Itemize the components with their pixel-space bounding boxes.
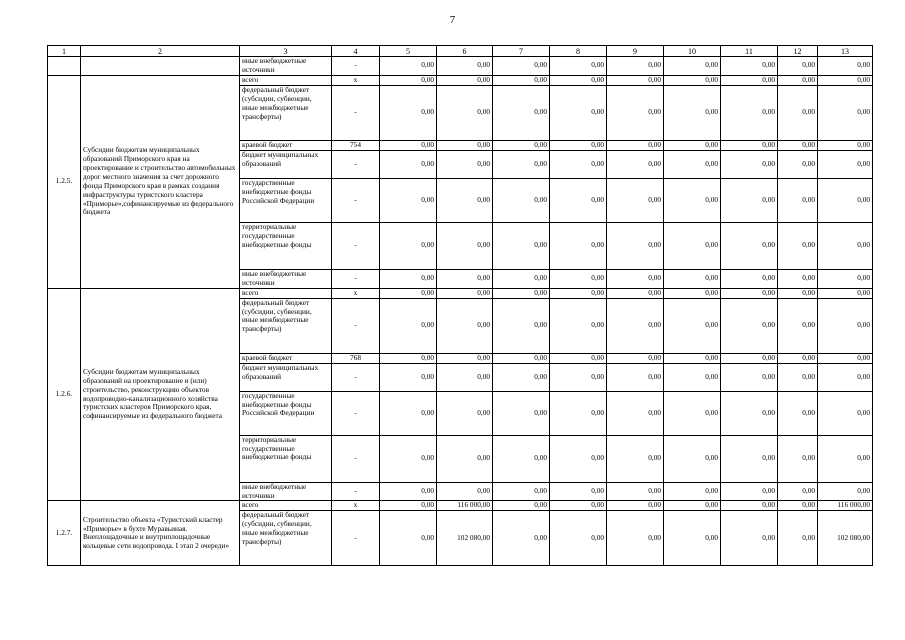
value-cell: 0,00 — [437, 288, 493, 298]
value-cell: 0,00 — [607, 178, 664, 222]
value-cell: 0,00 — [778, 501, 818, 511]
value-cell: 0,00 — [493, 501, 550, 511]
value-cell: 0,00 — [818, 298, 873, 353]
value-cell: 0,00 — [493, 511, 550, 566]
value-cell: 0,00 — [778, 298, 818, 353]
value-cell: 0,00 — [818, 391, 873, 435]
value-cell: 0,00 — [380, 150, 437, 178]
value-cell: 0,00 — [818, 178, 873, 222]
value-cell: 0,00 — [818, 363, 873, 391]
value-cell: 0,00 — [607, 85, 664, 140]
column-number-row — [48, 46, 873, 57]
value-cell: 0,00 — [493, 353, 550, 363]
value-cell: 0,00 — [607, 222, 664, 269]
value-cell: 0,00 — [778, 150, 818, 178]
value-cell: 0,00 — [437, 222, 493, 269]
value-cell: 0,00 — [721, 353, 778, 363]
value-cell: 0,00 — [607, 435, 664, 482]
value-cell: 0,00 — [818, 85, 873, 140]
value-cell: 0,00 — [380, 57, 437, 76]
funding-source: государственные внебюджетные фонды Российской Федерации — [240, 391, 332, 435]
value-cell: 0,00 — [550, 140, 607, 150]
value-cell: 102 080,00 — [437, 511, 493, 566]
value-cell: 0,00 — [380, 140, 437, 150]
value-cell: 0,00 — [380, 75, 437, 85]
funding-source: иные внебюджетные источники — [240, 57, 332, 76]
value-cell: 0,00 — [493, 391, 550, 435]
value-cell: 0,00 — [818, 288, 873, 298]
value-cell: 0,00 — [664, 85, 721, 140]
value-cell: 116 000,00 — [818, 501, 873, 511]
value-cell: 0,00 — [493, 150, 550, 178]
budget-code: - — [332, 178, 380, 222]
value-cell: 0,00 — [493, 363, 550, 391]
column-header: 12 — [778, 46, 818, 57]
value-cell: 0,00 — [493, 482, 550, 501]
value-cell: 0,00 — [550, 298, 607, 353]
funding-source: территориальные государственные внебюджетные фонды — [240, 222, 332, 269]
value-cell: 0,00 — [437, 482, 493, 501]
value-cell: 116 000,00 — [437, 501, 493, 511]
value-cell: 0,00 — [550, 222, 607, 269]
budget-code: - — [332, 435, 380, 482]
value-cell: 0,00 — [380, 269, 437, 288]
column-header: 3 — [240, 46, 332, 57]
value-cell: 0,00 — [818, 222, 873, 269]
value-cell: 0,00 — [437, 75, 493, 85]
value-cell: 0,00 — [437, 298, 493, 353]
value-cell: 0,00 — [818, 140, 873, 150]
value-cell: 0,00 — [664, 363, 721, 391]
value-cell: 0,00 — [778, 391, 818, 435]
column-header: 11 — [721, 46, 778, 57]
column-header: 5 — [380, 46, 437, 57]
value-cell: 0,00 — [437, 269, 493, 288]
budget-code: - — [332, 391, 380, 435]
value-cell: 0,00 — [818, 353, 873, 363]
value-cell: 0,00 — [721, 511, 778, 566]
budget-code: x — [332, 75, 380, 85]
item-name: Строительство объекта «Туристский кластер «Приморье» в бухте Муравьиная. Внеплощадочные и внутриплощадочные кольцевые сети водопровода. I этап 2 очереди» — [81, 501, 240, 566]
value-cell: 0,00 — [721, 57, 778, 76]
value-cell: 0,00 — [607, 353, 664, 363]
column-header: 13 — [818, 46, 873, 57]
item-code: 1.2.6. — [48, 288, 81, 501]
value-cell: 0,00 — [664, 269, 721, 288]
value-cell: 0,00 — [493, 435, 550, 482]
funding-source: краевой бюджет — [240, 140, 332, 150]
value-cell: 0,00 — [550, 435, 607, 482]
funding-source: иные внебюджетные источники — [240, 482, 332, 501]
budget-code: - — [332, 298, 380, 353]
value-cell: 0,00 — [493, 298, 550, 353]
budget-code: 768 — [332, 353, 380, 363]
column-header: 8 — [550, 46, 607, 57]
value-cell: 0,00 — [550, 501, 607, 511]
value-cell: 0,00 — [721, 482, 778, 501]
value-cell: 0,00 — [664, 140, 721, 150]
column-header: 1 — [48, 46, 81, 57]
value-cell: 0,00 — [664, 178, 721, 222]
value-cell: 0,00 — [778, 482, 818, 501]
value-cell: 0,00 — [778, 75, 818, 85]
value-cell: 0,00 — [607, 298, 664, 353]
value-cell: 0,00 — [818, 150, 873, 178]
value-cell: 0,00 — [664, 288, 721, 298]
funding-source: всего — [240, 501, 332, 511]
value-cell: 0,00 — [721, 140, 778, 150]
value-cell: 0,00 — [550, 269, 607, 288]
funding-source: федеральный бюджет (субсидии, субвенции, иные межбюджетные трансферты) — [240, 85, 332, 140]
value-cell: 0,00 — [493, 288, 550, 298]
value-cell: 0,00 — [380, 501, 437, 511]
funding-source: федеральный бюджет (субсидии, субвенции, иные межбюджетные трансферты) — [240, 298, 332, 353]
budget-code: - — [332, 150, 380, 178]
value-cell: 0,00 — [493, 178, 550, 222]
value-cell: 0,00 — [607, 57, 664, 76]
column-header: 6 — [437, 46, 493, 57]
budget-table — [47, 45, 873, 566]
funding-source: государственные внебюджетные фонды Российской Федерации — [240, 178, 332, 222]
value-cell: 0,00 — [550, 150, 607, 178]
column-header: 4 — [332, 46, 380, 57]
value-cell: 0,00 — [778, 511, 818, 566]
value-cell: 0,00 — [721, 391, 778, 435]
value-cell: 0,00 — [818, 269, 873, 288]
value-cell: 0,00 — [493, 222, 550, 269]
value-cell: 0,00 — [721, 222, 778, 269]
item-code: 1.2.5. — [48, 75, 81, 288]
page-number: 7 — [449, 14, 456, 26]
funding-source: иные внебюджетные источники — [240, 269, 332, 288]
value-cell: 0,00 — [380, 85, 437, 140]
table-row — [48, 288, 873, 298]
value-cell: 0,00 — [721, 501, 778, 511]
value-cell: 0,00 — [493, 140, 550, 150]
value-cell: 0,00 — [778, 222, 818, 269]
value-cell: 0,00 — [607, 75, 664, 85]
table-row — [48, 75, 873, 85]
value-cell: 102 080,00 — [818, 511, 873, 566]
value-cell: 0,00 — [721, 288, 778, 298]
value-cell: 0,00 — [437, 353, 493, 363]
value-cell: 0,00 — [664, 150, 721, 178]
sections-body — [48, 75, 873, 566]
value-cell: 0,00 — [380, 222, 437, 269]
table-row — [48, 57, 873, 76]
column-header: 9 — [607, 46, 664, 57]
value-cell: 0,00 — [778, 178, 818, 222]
value-cell: 0,00 — [607, 140, 664, 150]
value-cell: 0,00 — [607, 288, 664, 298]
funding-source: всего — [240, 75, 332, 85]
value-cell: 0,00 — [437, 435, 493, 482]
value-cell: 0,00 — [664, 298, 721, 353]
value-cell: 0,00 — [437, 140, 493, 150]
funding-source: федеральный бюджет (субсидии, субвенции, иные межбюджетные трансферты) — [240, 511, 332, 566]
value-cell: 0,00 — [550, 363, 607, 391]
budget-code: 754 — [332, 140, 380, 150]
value-cell: 0,00 — [664, 482, 721, 501]
funding-source: краевой бюджет — [240, 353, 332, 363]
value-cell: 0,00 — [607, 482, 664, 501]
value-cell: 0,00 — [721, 269, 778, 288]
value-cell: 0,00 — [550, 482, 607, 501]
value-cell: 0,00 — [664, 353, 721, 363]
value-cell: 0,00 — [550, 353, 607, 363]
budget-code: x — [332, 288, 380, 298]
value-cell: 0,00 — [721, 150, 778, 178]
value-cell: 0,00 — [778, 435, 818, 482]
value-cell: 0,00 — [437, 85, 493, 140]
item-code: 1.2.7. — [48, 501, 81, 566]
value-cell: 0,00 — [380, 511, 437, 566]
value-cell: 0,00 — [778, 353, 818, 363]
value-cell: 0,00 — [721, 435, 778, 482]
value-cell: 0,00 — [721, 363, 778, 391]
value-cell: 0,00 — [380, 353, 437, 363]
budget-code: - — [332, 482, 380, 501]
value-cell: 0,00 — [664, 511, 721, 566]
budget-code: - — [332, 363, 380, 391]
value-cell: 0,00 — [607, 269, 664, 288]
value-cell: 0,00 — [550, 178, 607, 222]
value-cell: 0,00 — [664, 501, 721, 511]
column-header: 2 — [81, 46, 240, 57]
value-cell: 0,00 — [778, 288, 818, 298]
value-cell: 0,00 — [607, 391, 664, 435]
item-name: Субсидии бюджетам муниципальных образований Приморского края на проектирование и строительство автомобильных дорог местного значения за счет дорожного фонда Приморского края в рамках создания инфраструктуры туристского кластера «Приморье»,софинансируемые из федерального бюджета — [81, 75, 240, 288]
funding-source: всего — [240, 288, 332, 298]
value-cell: 0,00 — [380, 391, 437, 435]
budget-code: x — [332, 501, 380, 511]
value-cell: 0,00 — [778, 363, 818, 391]
funding-source: бюджет муниципальных образований — [240, 150, 332, 178]
value-cell: 0,00 — [818, 435, 873, 482]
value-cell: 0,00 — [607, 150, 664, 178]
value-cell: 0,00 — [550, 391, 607, 435]
value-cell: 0,00 — [493, 57, 550, 76]
value-cell: 0,00 — [607, 501, 664, 511]
value-cell: 0,00 — [721, 85, 778, 140]
value-cell: 0,00 — [380, 288, 437, 298]
value-cell: 0,00 — [818, 75, 873, 85]
value-cell: 0,00 — [607, 363, 664, 391]
value-cell: 0,00 — [550, 75, 607, 85]
value-cell: 0,00 — [380, 482, 437, 501]
funding-source: бюджет муниципальных образований — [240, 363, 332, 391]
value-cell: 0,00 — [778, 140, 818, 150]
item-code-cell — [48, 57, 81, 76]
value-cell: 0,00 — [380, 435, 437, 482]
value-cell: 0,00 — [607, 511, 664, 566]
value-cell: 0,00 — [550, 511, 607, 566]
value-cell: 0,00 — [818, 482, 873, 501]
value-cell: 0,00 — [437, 391, 493, 435]
value-cell: 0,00 — [721, 178, 778, 222]
value-cell: 0,00 — [380, 363, 437, 391]
value-cell: 0,00 — [721, 75, 778, 85]
budget-code: - — [332, 269, 380, 288]
value-cell: 0,00 — [493, 269, 550, 288]
value-cell: 0,00 — [437, 178, 493, 222]
value-cell: 0,00 — [550, 288, 607, 298]
value-cell: 0,00 — [664, 435, 721, 482]
value-cell: 0,00 — [664, 75, 721, 85]
value-cell: 0,00 — [437, 363, 493, 391]
value-cell: 0,00 — [721, 298, 778, 353]
budget-code: - — [332, 511, 380, 566]
column-header: 7 — [493, 46, 550, 57]
value-cell: 0,00 — [778, 57, 818, 76]
budget-code: - — [332, 57, 380, 76]
value-cell: 0,00 — [380, 298, 437, 353]
value-cell: 0,00 — [778, 85, 818, 140]
value-cell: 0,00 — [493, 75, 550, 85]
value-cell: 0,00 — [778, 269, 818, 288]
value-cell: 0,00 — [818, 57, 873, 76]
value-cell: 0,00 — [493, 85, 550, 140]
budget-code: - — [332, 222, 380, 269]
funding-source: территориальные государственные внебюджетные фонды — [240, 435, 332, 482]
table-row — [48, 501, 873, 511]
budget-code: - — [332, 85, 380, 140]
item-name: Субсидии бюджетам муниципальных образований на проектирование и (или) строительство, реконструкцию объектов водопроводно-канализационного хозяйства туристских кластеров Приморского края, софинансируемые из федерального бюджета — [81, 288, 240, 501]
value-cell: 0,00 — [550, 57, 607, 76]
value-cell: 0,00 — [437, 57, 493, 76]
value-cell: 0,00 — [664, 391, 721, 435]
value-cell: 0,00 — [664, 57, 721, 76]
value-cell: 0,00 — [664, 222, 721, 269]
value-cell: 0,00 — [437, 150, 493, 178]
column-header: 10 — [664, 46, 721, 57]
value-cell: 0,00 — [380, 178, 437, 222]
value-cell: 0,00 — [550, 85, 607, 140]
item-name-cell — [81, 57, 240, 76]
